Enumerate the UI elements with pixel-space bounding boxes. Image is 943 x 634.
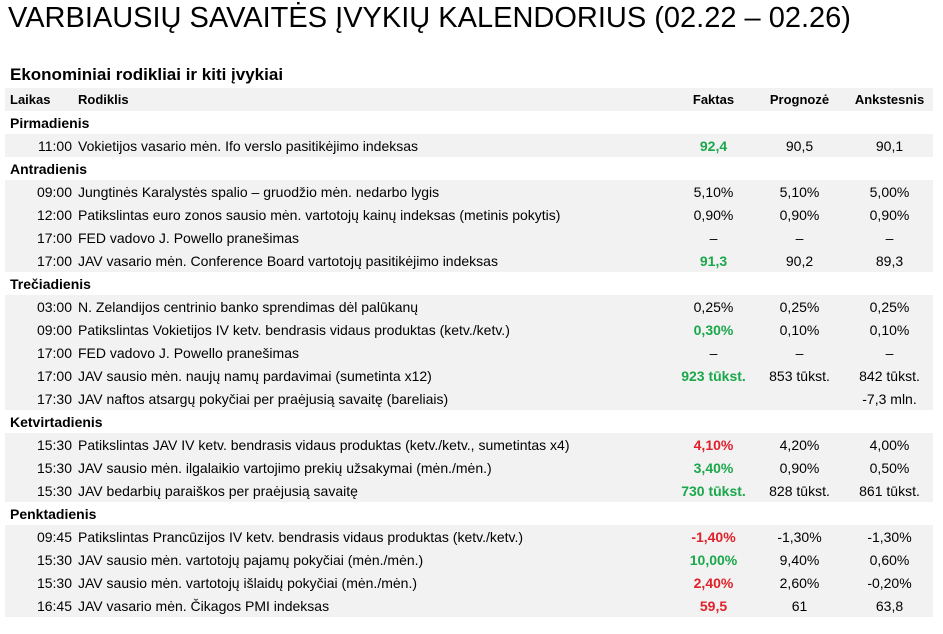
actual-cell: 2,40%: [674, 571, 753, 594]
day-row: [5, 410, 933, 433]
forecast-cell: 853 tūkst.: [753, 364, 846, 387]
forecast-cell: 90,5: [753, 134, 846, 157]
time-cell: 09:00: [5, 318, 78, 341]
time-cell: 15:30: [5, 433, 78, 456]
forecast-cell: 0,90%: [753, 456, 846, 479]
indicator-cell: JAV sausio mėn. ilgalaikio vartojimo prekių užsakymai (mėn./mėn.): [78, 456, 674, 479]
time-cell: 17:00: [5, 341, 78, 364]
actual-cell: -1,40%: [674, 525, 753, 548]
table-row: [5, 571, 933, 594]
indicator-cell: JAV sausio mėn. vartotojų išlaidų pokyčiai (mėn./mėn.): [78, 571, 674, 594]
indicator-cell: FED vadovo J. Powello pranešimas: [78, 341, 674, 364]
day-label: Ketvirtadienis: [5, 410, 933, 433]
indicator-cell: JAV naftos atsargų pokyčiai per praėjusią savaitę (bareliais): [78, 387, 674, 410]
previous-cell: 4,00%: [846, 433, 933, 456]
previous-cell: 842 tūkst.: [846, 364, 933, 387]
indicator-cell: Patikslintas JAV IV ketv. bendrasis vidaus produktas (ketv./ketv., sumetintas x4): [78, 433, 674, 456]
actual-cell: 91,3: [674, 249, 753, 272]
indicator-cell: Jungtinės Karalystės spalio – gruodžio mėn. nedarbo lygis: [78, 180, 674, 203]
header-forecast: Prognozė: [753, 88, 846, 111]
indicator-cell: N. Zelandijos centrinio banko sprendimas dėl palūkanų: [78, 295, 674, 318]
forecast-cell: 2,60%: [753, 571, 846, 594]
table-row: [5, 433, 933, 456]
time-cell: 12:00: [5, 203, 78, 226]
page-title: VARBIAUSIŲ SAVAITĖS ĮVYKIŲ KALENDORIUS (02.22 – 02.26): [8, 2, 851, 34]
previous-cell: 861 tūkst.: [846, 479, 933, 502]
time-cell: 15:30: [5, 456, 78, 479]
forecast-cell: 9,40%: [753, 548, 846, 571]
indicator-cell: FED vadovo J. Powello pranešimas: [78, 226, 674, 249]
previous-cell: -7,3 mln.: [846, 387, 933, 410]
indicator-cell: JAV sausio mėn. vartotojų pajamų pokyčiai (mėn./mėn.): [78, 548, 674, 571]
table-row: [5, 341, 933, 364]
previous-cell: -0,20%: [846, 571, 933, 594]
time-cell: 16:45: [5, 594, 78, 617]
actual-cell: 5,10%: [674, 180, 753, 203]
table-row: [5, 525, 933, 548]
table-header-row: [5, 88, 933, 111]
time-cell: 17:00: [5, 249, 78, 272]
actual-cell: [674, 387, 753, 410]
previous-cell: 0,90%: [846, 203, 933, 226]
actual-cell: 4,10%: [674, 433, 753, 456]
time-cell: 15:30: [5, 548, 78, 571]
table-row: [5, 249, 933, 272]
day-label: Pirmadienis: [5, 111, 933, 134]
section-heading: Ekonominiai rodikliai ir kiti įvykiai: [10, 65, 284, 84]
previous-cell: –: [846, 226, 933, 249]
actual-cell: 730 tūkst.: [674, 479, 753, 502]
time-cell: 17:00: [5, 226, 78, 249]
actual-cell: 0,90%: [674, 203, 753, 226]
time-cell: 11:00: [5, 134, 78, 157]
time-cell: 17:30: [5, 387, 78, 410]
forecast-cell: 4,20%: [753, 433, 846, 456]
time-cell: 15:30: [5, 571, 78, 594]
day-label: Antradienis: [5, 157, 933, 180]
table-row: [5, 226, 933, 249]
previous-cell: 0,60%: [846, 548, 933, 571]
day-row: [5, 111, 933, 134]
indicator-cell: Patikslintas Prancūzijos IV ketv. bendrasis vidaus produktas (ketv./ketv.): [78, 525, 674, 548]
header-previous: Ankstesnis: [846, 88, 933, 111]
forecast-cell: –: [753, 341, 846, 364]
table-row: [5, 479, 933, 502]
forecast-cell: 0,90%: [753, 203, 846, 226]
time-cell: 09:00: [5, 180, 78, 203]
forecast-cell: 0,10%: [753, 318, 846, 341]
previous-cell: 0,25%: [846, 295, 933, 318]
day-row: [5, 272, 933, 295]
table-row: [5, 295, 933, 318]
time-cell: 15:30: [5, 479, 78, 502]
table-row: [5, 318, 933, 341]
previous-cell: -1,30%: [846, 525, 933, 548]
actual-cell: 3,40%: [674, 456, 753, 479]
table-row: [5, 456, 933, 479]
table-row: [5, 134, 933, 157]
table-row: [5, 364, 933, 387]
indicator-cell: Vokietijos vasario mėn. Ifo verslo pasitikėjimo indeksas: [78, 134, 674, 157]
actual-cell: –: [674, 226, 753, 249]
table-body: [5, 111, 933, 617]
time-cell: 17:00: [5, 364, 78, 387]
time-cell: 09:45: [5, 525, 78, 548]
day-row: [5, 157, 933, 180]
forecast-cell: –: [753, 226, 846, 249]
indicator-cell: JAV sausio mėn. naujų namų pardavimai (sumetinta x12): [78, 364, 674, 387]
indicator-cell: Patikslintas Vokietijos IV ketv. bendrasis vidaus produktas (ketv./ketv.): [78, 318, 674, 341]
table-row: [5, 594, 933, 617]
previous-cell: 90,1: [846, 134, 933, 157]
previous-cell: 5,00%: [846, 180, 933, 203]
previous-cell: 0,10%: [846, 318, 933, 341]
indicator-cell: JAV vasario mėn. Čikagos PMI indeksas: [78, 594, 674, 617]
header-actual: Faktas: [674, 88, 753, 111]
actual-cell: 923 tūkst.: [674, 364, 753, 387]
actual-cell: 0,30%: [674, 318, 753, 341]
indicator-cell: JAV vasario mėn. Conference Board vartotojų pasitikėjimo indeksas: [78, 249, 674, 272]
day-row: [5, 502, 933, 525]
actual-cell: 59,5: [674, 594, 753, 617]
previous-cell: 89,3: [846, 249, 933, 272]
forecast-cell: 828 tūkst.: [753, 479, 846, 502]
actual-cell: 92,4: [674, 134, 753, 157]
previous-cell: –: [846, 341, 933, 364]
table-row: [5, 548, 933, 571]
actual-cell: –: [674, 341, 753, 364]
forecast-cell: 5,10%: [753, 180, 846, 203]
header-time: Laikas: [5, 88, 78, 111]
forecast-cell: 61: [753, 594, 846, 617]
previous-cell: 0,50%: [846, 456, 933, 479]
table-row: [5, 387, 933, 410]
forecast-cell: -1,30%: [753, 525, 846, 548]
header-indicator: Rodiklis: [78, 88, 674, 111]
table-row: [5, 180, 933, 203]
indicator-cell: Patikslintas euro zonos sausio mėn. vartotojų kainų indeksas (metinis pokytis): [78, 203, 674, 226]
previous-cell: 63,8: [846, 594, 933, 617]
time-cell: 03:00: [5, 295, 78, 318]
forecast-cell: 90,2: [753, 249, 846, 272]
calendar-table: [5, 88, 933, 617]
actual-cell: 10,00%: [674, 548, 753, 571]
day-label: Trečiadienis: [5, 272, 933, 295]
table-row: [5, 203, 933, 226]
forecast-cell: 0,25%: [753, 295, 846, 318]
actual-cell: 0,25%: [674, 295, 753, 318]
day-label: Penktadienis: [5, 502, 933, 525]
indicator-cell: JAV bedarbių paraiškos per praėjusią savaitę: [78, 479, 674, 502]
forecast-cell: [753, 387, 846, 410]
